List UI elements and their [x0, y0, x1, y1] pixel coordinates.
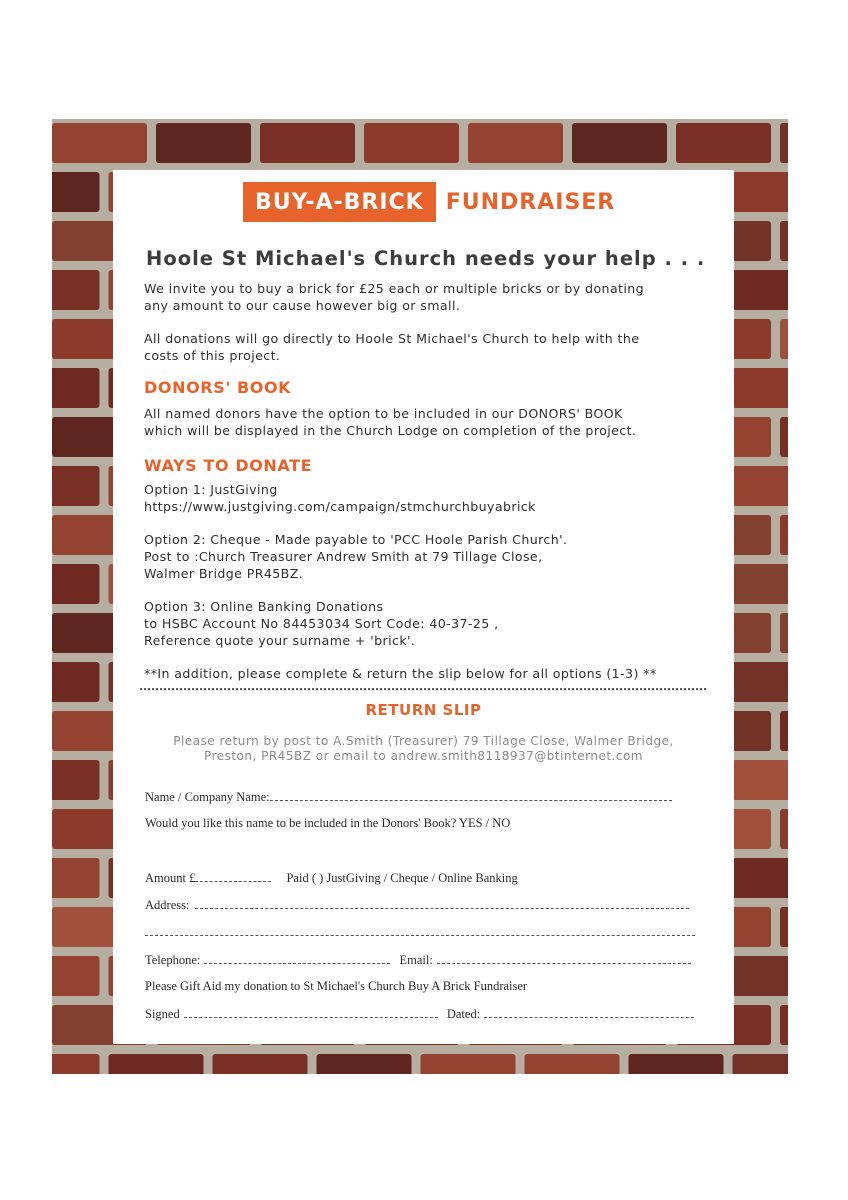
intro-line: We invite you to buy a brick for £25 each or multiple bricks or by donating — [144, 281, 645, 296]
return-slip-heading: RETURN SLIP — [365, 701, 482, 719]
brick — [468, 123, 563, 163]
intro-line: any amount to our cause however big or small. — [144, 298, 461, 313]
brick — [733, 662, 789, 702]
brick — [317, 1054, 412, 1074]
brick — [52, 368, 100, 408]
date-field[interactable] — [484, 1006, 694, 1018]
telephone-field[interactable] — [204, 952, 390, 964]
ways-to-donate-heading: WAYS TO DONATE — [144, 456, 313, 475]
brick — [733, 1054, 789, 1074]
brick — [780, 809, 788, 849]
brick — [780, 221, 788, 261]
brick — [213, 1054, 308, 1074]
brick — [52, 466, 100, 506]
brick — [733, 956, 789, 996]
signature-row — [145, 1006, 694, 1022]
dated-label: Dated: — [446, 1007, 481, 1021]
brick — [733, 172, 789, 212]
brick — [780, 907, 788, 947]
donors-book-line: which will be displayed in the Church Lodge on completion of the project. — [144, 423, 637, 438]
brick — [629, 1054, 724, 1074]
brick — [52, 172, 100, 212]
donations-line: costs of this project. — [144, 348, 281, 363]
email-label: Email: — [399, 953, 433, 967]
justgiving-link[interactable]: https://www.justgiving.com/campaign/stmchurchbuyabrick — [144, 499, 536, 514]
headline: Hoole St Michael's Church needs your help . . . — [146, 247, 706, 270]
return-slip-note-line: Please return by post to A.Smith (Treasurer) 79 Tillage Close, Walmer Bridge, — [173, 734, 674, 748]
brick — [52, 662, 100, 702]
brick — [52, 270, 100, 310]
brick — [109, 1054, 204, 1074]
donors-book-line: All named donors have the option to be included in our DONORS' BOOK — [144, 406, 623, 421]
email-field[interactable] — [437, 952, 691, 964]
brick — [156, 123, 251, 163]
brick — [733, 564, 789, 604]
signature-field[interactable] — [184, 1006, 438, 1018]
cut-line — [140, 688, 706, 690]
signed-label: Signed — [145, 1007, 180, 1021]
brick — [780, 1005, 788, 1045]
address-label: Address: — [145, 898, 190, 912]
telephone-label: Telephone: — [145, 953, 201, 967]
brick — [733, 466, 789, 506]
option-2-line: Post to :Church Treasurer Andrew Smith at 79 Tillage Close, — [144, 549, 543, 564]
brick — [572, 123, 667, 163]
brick — [52, 760, 100, 800]
brick — [421, 1054, 516, 1074]
gift-aid-statement: Please Gift Aid my donation to St Michael's Church Buy A Brick Fundraiser — [145, 979, 528, 993]
option-1-title: Option 1: JustGiving — [144, 482, 278, 497]
brick — [364, 123, 459, 163]
brick — [676, 123, 771, 163]
flyer-card — [113, 170, 734, 1044]
amount-label: Amount £ — [145, 871, 196, 885]
brick — [733, 760, 789, 800]
brick — [780, 613, 788, 653]
intro-paragraph — [144, 280, 644, 314]
brick — [52, 1054, 100, 1074]
paid-options[interactable]: Paid ( ) JustGiving / Cheque / Online Banking — [286, 871, 518, 885]
contact-row — [145, 952, 691, 968]
brick — [780, 319, 788, 359]
donors-book-paragraph — [144, 405, 636, 439]
option-2-line: Walmer Bridge PR45BZ. — [144, 566, 304, 581]
option-3-line: Reference quote your surname + 'brick'. — [144, 633, 416, 648]
brick — [260, 123, 355, 163]
option-2 — [144, 531, 567, 582]
brick — [733, 858, 789, 898]
address-row-2 — [145, 924, 695, 940]
donations-paragraph — [144, 330, 639, 364]
donors-book-heading: DONORS' BOOK — [144, 378, 292, 397]
addition-note: **In addition, please complete & return the slip below for all options (1-3) ** — [144, 666, 657, 681]
brick — [52, 123, 147, 163]
address-field-2[interactable] — [145, 924, 695, 936]
amount-row — [145, 870, 518, 886]
brick — [780, 123, 788, 163]
option-3-line: Option 3: Online Banking Donations — [144, 599, 384, 614]
brick — [52, 858, 100, 898]
option-3 — [144, 598, 498, 649]
fundraiser-title: FUNDRAISER — [445, 189, 616, 215]
brick — [780, 417, 788, 457]
return-slip-note-line: Preston, PR45BZ or email to andrew.smith8118937@btinternet.com — [204, 749, 643, 763]
amount-field[interactable] — [195, 870, 271, 882]
buy-a-brick-badge: BUY-A-BRICK — [243, 182, 436, 222]
brick — [780, 515, 788, 555]
brick — [780, 711, 788, 751]
name-field[interactable] — [270, 789, 672, 801]
option-1 — [144, 481, 536, 515]
brick — [52, 956, 100, 996]
option-3-line: to HSBC Account No 84453034 Sort Code: 40-37-25 , — [144, 616, 499, 631]
name-row — [145, 789, 672, 805]
return-slip-note — [113, 734, 734, 764]
brick — [733, 270, 789, 310]
donations-line: All donations will go directly to Hoole St Michael's Church to help with the — [144, 331, 640, 346]
donors-book-question: Would you like this name to be included in the Donors' Book? YES / NO — [145, 816, 511, 830]
brick — [733, 368, 789, 408]
brick — [52, 564, 100, 604]
title-banner — [243, 182, 615, 222]
name-label: Name / Company Name: — [145, 790, 270, 804]
option-2-line: Option 2: Cheque - Made payable to 'PCC Hoole Parish Church'. — [144, 532, 568, 547]
address-row — [145, 897, 689, 913]
brick — [525, 1054, 620, 1074]
address-field[interactable] — [195, 897, 689, 909]
